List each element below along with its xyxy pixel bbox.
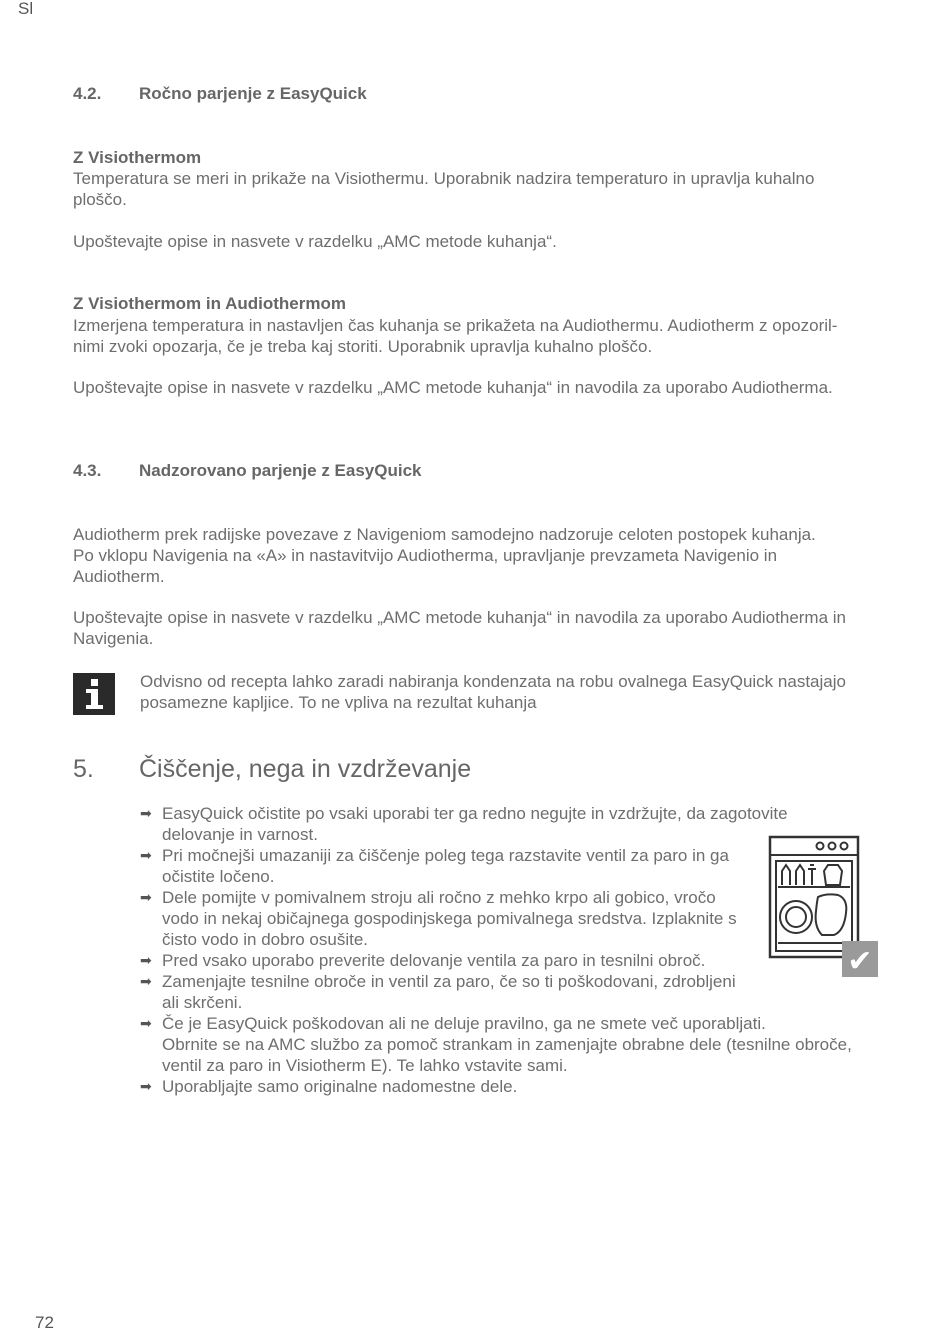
paragraph: Upoštevajte opise in nasvete v razdelku „AMC metode kuhanja“ in navodila za uporabo Audiotherma.	[73, 378, 833, 397]
dishwasher-icon	[768, 835, 880, 980]
text-line: Če je EasyQuick poškodovan ali ne deluje pravilno, ga ne smete več uporabljati.	[162, 1014, 766, 1033]
arrow-icon: ➡	[140, 805, 152, 821]
section-title: Nadzorovano parjenje z EasyQuick	[139, 461, 422, 480]
arrow-icon: ➡	[140, 847, 152, 863]
text-line: Po vklopu Navigenia na «A» in nastavitvijo Audiotherma, upravljanje prevzameta Navigenio in	[73, 546, 778, 565]
text-line: Upoštevajte opise in nasvete v razdelku „AMC metode kuhanja“ in navodila za uporabo Audiotherma in	[73, 608, 847, 627]
subsection-title: Z Visiothermom in Audiothermom	[73, 294, 346, 313]
text-line: Dele pomijte v pomivalnem stroju ali ročno z mehko krpo ali gobico, vročo	[162, 888, 716, 907]
arrow-icon: ➡	[140, 889, 152, 905]
chapter-title: Čiščenje, nega in vzdrževanje	[139, 755, 472, 783]
dishwasher-safe-icon	[768, 835, 880, 985]
list-item	[140, 1013, 880, 1076]
check-icon: ✔	[847, 944, 873, 979]
arrow-icon: ➡	[140, 1078, 152, 1094]
text-line: delovanje in varnost.	[162, 825, 318, 844]
info-glyph	[73, 673, 115, 715]
paragraph	[73, 524, 873, 587]
chapter-number: 5.	[73, 755, 94, 783]
text-line: Obrnite se na AMC službo za pomoč strankam in zamenjajte obrabne dele (tesnilne obroče,	[162, 1035, 852, 1054]
info-note	[140, 671, 900, 713]
paragraph	[73, 315, 873, 357]
info-icon	[73, 673, 115, 715]
subsection-title: Z Visiothermom	[73, 148, 202, 167]
page-number: 72	[35, 1313, 54, 1332]
section-number: 4.2.	[73, 84, 102, 103]
text-line: Uporabljajte samo originalne nadomestne dele.	[162, 1077, 518, 1096]
text-line: Zamenjajte tesnilne obroče in ventil za paro, če so ti poškodovani, zdrobljeni	[162, 972, 736, 991]
paragraph: Upoštevajte opise in nasvete v razdelku „AMC metode kuhanja“.	[73, 232, 557, 251]
text-line: ventil za paro in Visiotherm E). Te lahko vstavite sami.	[162, 1056, 568, 1075]
arrow-icon: ➡	[140, 1015, 152, 1031]
text-line: vodo in nekaj običajnega gospodinjskega pomivalnega sredstva. Izplaknite s	[162, 909, 737, 928]
text-line: ploščo.	[73, 190, 127, 209]
text-line: Temperatura se meri in prikaže na Visiothermu. Uporabnik nadzira temperaturo in upravlja kuhalno	[73, 169, 815, 188]
text-line: čisto vodo in dobro osušite.	[162, 930, 369, 949]
text-line: Pri močnejši umazaniji za čiščenje poleg tega razstavite ventil za paro in ga	[162, 846, 729, 865]
text-line: Izmerjena temperatura in nastavljen čas kuhanja se prikažeta na Audiothermu. Audiotherm z opozoril-	[73, 316, 838, 335]
text-line: Odvisno od recepta lahko zaradi nabiranja kondenzata na robu ovalnega EasyQuick nastajajo	[140, 672, 846, 691]
text-line: očistite ločeno.	[162, 867, 275, 886]
text-line: EasyQuick očistite po vsaki uporabi ter ga redno negujte in vzdržujte, da zagotovite	[162, 804, 788, 823]
arrow-icon: ➡	[140, 973, 152, 989]
text-line: Audiotherm.	[73, 567, 165, 586]
text-line: nimi zvoki opozarja, če je treba kaj storiti. Uporabnik upravlja kuhalno ploščo.	[73, 337, 653, 356]
text-line: Pred vsako uporabo preverite delovanje ventila za paro in tesnilni obroč.	[162, 951, 706, 970]
list-item	[140, 1076, 880, 1097]
text-line: Navigenia.	[73, 629, 154, 648]
language-code: Sl	[18, 0, 34, 18]
text-line: Audiotherm prek radijske povezave z Navigeniom samodejno nadzoruje celoten postopek kuhanja.	[73, 525, 816, 544]
paragraph	[73, 168, 873, 210]
text-line: posamezne kapljice. To ne vpliva na rezultat kuhanja	[140, 693, 537, 712]
arrow-icon: ➡	[140, 952, 152, 968]
section-number: 4.3.	[73, 461, 102, 480]
paragraph	[73, 607, 873, 649]
section-title: Ročno parjenje z EasyQuick	[139, 84, 367, 103]
text-line: ali skrčeni.	[162, 993, 243, 1012]
